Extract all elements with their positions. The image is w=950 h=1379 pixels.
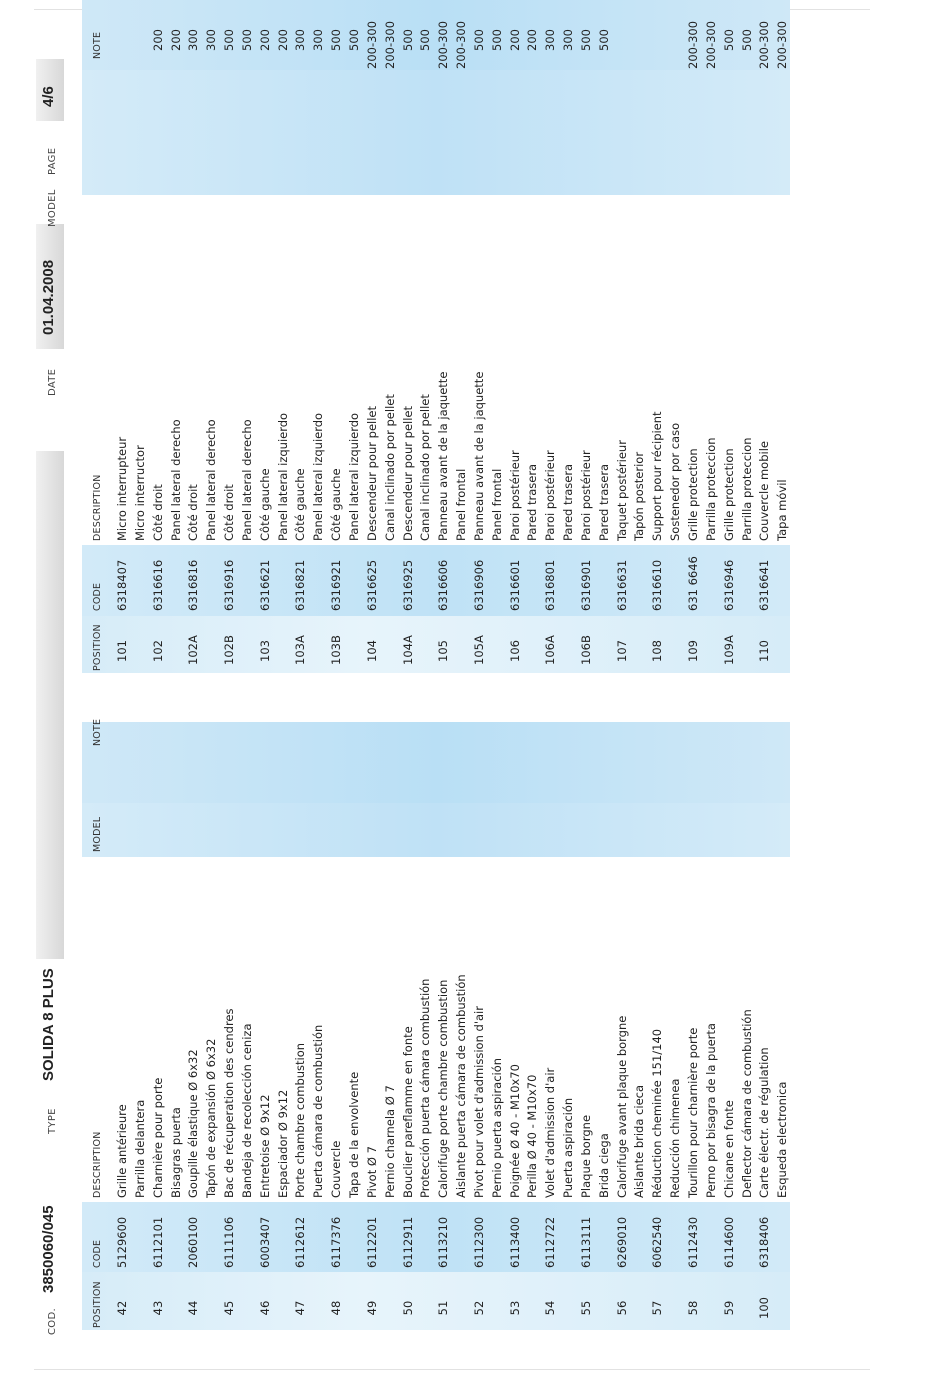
description-cell: Grille protection (686, 448, 700, 541)
note-header: NOTE (92, 31, 103, 59)
description-cell: Brida ciega (596, 1133, 611, 1198)
position-cell: 109A (721, 635, 736, 665)
note-cell: 200 (525, 29, 540, 51)
description-cell: Taquet postérieur (614, 440, 629, 541)
description-cell: Côté droit (222, 484, 237, 541)
description-cell: Micro interrupteur (115, 436, 129, 541)
description-cell: Descendeur pour pellet (400, 405, 415, 541)
position-cell: 103A (293, 635, 308, 665)
description-cell: Bisagras puerta (168, 1107, 183, 1198)
description-cell: Panel lateral izquierdo (346, 412, 361, 541)
position-cell: 102B (222, 635, 237, 665)
date-value: 01.04.2008 (40, 259, 57, 335)
table-row (631, 722, 649, 1330)
code-cell: 2060100 (186, 1216, 201, 1268)
position-cell: 57 (650, 1300, 665, 1316)
description-cell: Parrilla proteccion (739, 437, 754, 541)
description-cell: Paroi postérieur (543, 450, 558, 541)
position-cell: 101 (115, 640, 129, 662)
description-cell: Canal inclinado por pellet (418, 394, 433, 541)
table-row (542, 722, 560, 1330)
table-row (542, 29, 560, 673)
position-cell: 100 (757, 1297, 772, 1319)
code-cell: 6114600 (721, 1216, 736, 1268)
table-row (560, 29, 578, 673)
description-cell: Couvercle mobile (757, 441, 772, 541)
description-cell: Esqueda electronica (775, 1081, 790, 1198)
position-cell: 102 (150, 640, 165, 662)
table-row (310, 29, 328, 673)
note-cell: 300 (561, 29, 576, 51)
cod-label: COD. (47, 1308, 58, 1335)
description-cell: Protección puerta cámara combustión (418, 978, 433, 1198)
note-cell: 300 (311, 29, 326, 51)
table-row (774, 722, 792, 1330)
note-cell: 200-300 (382, 20, 397, 69)
position-cell: 102A (186, 635, 201, 665)
position-cell: 108 (650, 640, 665, 662)
note-cell: 500 (418, 29, 433, 51)
position-cell: 51 (436, 1300, 451, 1316)
note-cell: 500 (329, 29, 344, 51)
table-row (739, 722, 757, 1330)
description-header: DESCRIPTION (92, 474, 103, 541)
description-cell: Tapón de expansión Ø 6x32 (204, 1038, 219, 1198)
description-cell: Panel lateral derecho (204, 419, 219, 541)
position-cell: 50 (400, 1300, 415, 1316)
table-row (578, 722, 596, 1330)
position-cell: 58 (686, 1300, 700, 1316)
table-row (417, 29, 435, 673)
table-row (524, 722, 542, 1330)
description-cell: Calorifuge avant plaque borgne (614, 1015, 629, 1198)
type-label: TYPE (47, 1108, 58, 1134)
code-cell: 6318407 (115, 559, 129, 611)
header-bar (36, 451, 64, 959)
table-row (346, 722, 364, 1330)
note-cell: 200 (507, 29, 522, 51)
table-row (739, 29, 757, 673)
position-cell: 53 (507, 1300, 522, 1316)
table-row (685, 722, 703, 1330)
code-cell: 6113111 (578, 1216, 593, 1268)
table-row (132, 722, 150, 1330)
parts-table-left (82, 718, 790, 1330)
code-cell: 6112101 (150, 1216, 165, 1268)
description-cell: Panel lateral izquierdo (275, 412, 290, 541)
table-row (203, 722, 221, 1330)
description-cell: Panel lateral derecho (168, 419, 183, 541)
note-cell: 200-300 (686, 20, 700, 69)
table-row (364, 20, 382, 673)
note-cell: 500 (489, 29, 504, 51)
description-cell: Perilla Ø 40 - M10x70 (525, 1074, 540, 1198)
note-cell: 200-300 (703, 20, 718, 69)
position-cell: 47 (293, 1300, 308, 1316)
position-header: POSITION (92, 1281, 103, 1328)
description-header: DESCRIPTION (92, 1131, 103, 1198)
description-cell: Panel frontal (454, 468, 469, 541)
description-cell: Reducción chimenea (668, 1078, 683, 1198)
description-cell: Poignée Ø 40 - M10x70 (507, 1064, 522, 1198)
table-row (114, 722, 132, 1330)
description-cell: Puerta aspiración (561, 1097, 576, 1198)
table-row (649, 722, 667, 1330)
position-cell: 48 (329, 1300, 344, 1316)
table-row (221, 722, 239, 1330)
table-row (168, 722, 186, 1330)
note-cell: 200-300 (454, 20, 469, 69)
code-cell: 5129600 (115, 1216, 129, 1268)
position-cell: 106B (578, 635, 593, 665)
table-row (667, 722, 685, 1330)
table-row (185, 29, 203, 673)
note-cell: 300 (204, 29, 219, 51)
table-row (185, 722, 203, 1330)
description-cell: Micro interructor (132, 445, 147, 541)
table-row (346, 29, 364, 673)
code-cell: 6316621 (257, 559, 272, 611)
description-cell: Parrilla proteccion (703, 437, 718, 541)
page-label: PAGE (47, 147, 58, 175)
table-row (257, 722, 275, 1330)
document-header (36, 0, 66, 1379)
page-value: 4/6 (40, 86, 57, 107)
description-cell: Sostenedor por caso (668, 422, 683, 541)
code-cell: 6316606 (436, 559, 451, 611)
note-cell: 200-300 (775, 20, 790, 69)
table-row (471, 29, 489, 673)
position-cell: 107 (614, 640, 629, 662)
code-cell: 6062540 (650, 1216, 665, 1268)
position-cell: 103B (329, 635, 344, 665)
table-row (239, 722, 257, 1330)
code-cell: 6316641 (757, 559, 772, 611)
table-row (292, 29, 310, 673)
table-row (507, 29, 525, 673)
code-cell: 6318406 (757, 1216, 772, 1268)
table-row (649, 65, 667, 673)
table-row (774, 20, 792, 673)
description-cell: Perno por bisagra de la puerta (703, 1023, 718, 1198)
table-row (453, 722, 471, 1330)
model-header: MODEL (92, 816, 103, 852)
note-cell: 300 (293, 29, 308, 51)
parts-table-right (82, 20, 790, 673)
type-value: SOLIDA 8 PLUS (40, 968, 57, 1081)
table-row (596, 29, 614, 673)
note-cell: 200 (257, 29, 272, 51)
description-cell: Support pour récipient (650, 411, 665, 541)
description-cell: Bandeja de recolección ceniza (239, 1023, 254, 1198)
table-row (471, 722, 489, 1330)
table-row (400, 722, 418, 1330)
note-cell: 200-300 (436, 20, 451, 69)
note-cell: 500 (222, 29, 237, 51)
note-cell: 200 (150, 29, 165, 51)
code-cell: 6112430 (686, 1216, 700, 1268)
description-cell: Pared trasera (561, 463, 576, 541)
code-cell: 6316921 (329, 559, 344, 611)
table-row (239, 29, 257, 673)
description-cell: Panneau avant de la jaquette (436, 371, 451, 541)
rows-right (114, 20, 792, 673)
table-row (400, 29, 418, 673)
note-cell: 500 (578, 29, 593, 51)
position-cell: 105 (436, 640, 451, 662)
code-cell: 6113400 (507, 1216, 522, 1268)
position-cell: 52 (471, 1300, 486, 1316)
note-cell: 500 (471, 29, 486, 51)
table-row (328, 29, 346, 673)
description-cell: Grille antérieure (115, 1104, 129, 1198)
note-cell: 300 (543, 29, 558, 51)
description-cell: Bac de récuperation des cendres (222, 1008, 237, 1198)
position-cell: 42 (115, 1300, 129, 1316)
note-cell: 200-300 (364, 20, 379, 69)
table-row (203, 29, 221, 673)
table-row (578, 29, 596, 673)
position-cell: 104A (400, 635, 415, 665)
code-cell: 631 6646 (686, 556, 700, 611)
note-cell: 500 (346, 29, 361, 51)
description-cell: Aislante puerta cámara de combustión (454, 974, 469, 1198)
rows-left (114, 722, 792, 1330)
code-cell: 6316821 (293, 559, 308, 611)
table-row (631, 65, 649, 673)
position-header: POSITION (92, 624, 103, 671)
position-cell: 43 (150, 1300, 165, 1316)
code-cell: 6316946 (721, 559, 736, 611)
table-row (435, 20, 453, 673)
table-row (221, 29, 239, 673)
table-row (721, 29, 739, 673)
table-row (132, 65, 150, 673)
code-cell: 6316601 (507, 559, 522, 611)
description-cell: Côté gauche (257, 468, 272, 541)
position-cell: 103 (257, 640, 272, 662)
cod-value: 3850060/045 (40, 1205, 57, 1293)
position-cell: 104 (364, 640, 379, 662)
description-cell: Puerta cámara de combustión (311, 1024, 326, 1198)
description-cell: Côté gauche (293, 468, 308, 541)
note-header: NOTE (92, 718, 103, 746)
table-row (275, 722, 293, 1330)
description-cell: Paroi postérieur (578, 450, 593, 541)
description-cell: Côté droit (186, 484, 201, 541)
table-row (614, 722, 632, 1330)
table-row (703, 20, 721, 673)
table-row (257, 29, 275, 673)
description-cell: Tapa de la envolvente (346, 1071, 361, 1198)
code-cell: 6316906 (471, 559, 486, 611)
position-cell: 54 (543, 1300, 558, 1316)
table-row (150, 29, 168, 673)
note-cell: 500 (596, 29, 611, 51)
code-cell: 6117376 (329, 1216, 344, 1268)
note-cell: 500 (721, 29, 736, 51)
description-cell: Côté droit (150, 484, 165, 541)
position-cell: 55 (578, 1300, 593, 1316)
table-row (114, 65, 132, 673)
table-row (703, 722, 721, 1330)
position-cell: 109 (686, 640, 700, 662)
description-cell: Carte électr. de régulation (757, 1047, 772, 1198)
description-cell: Panel lateral derecho (239, 419, 254, 541)
position-cell: 56 (614, 1300, 629, 1316)
description-cell: Pernio charnela Ø 7 (382, 1085, 397, 1198)
description-cell: Grille protection (721, 448, 736, 541)
description-cell: Charnière pour porte (150, 1077, 165, 1198)
table-row (667, 65, 685, 673)
description-cell: Paroi postérieur (507, 450, 522, 541)
position-cell: 59 (721, 1300, 736, 1316)
code-cell: 6112911 (400, 1216, 415, 1268)
position-cell: 46 (257, 1300, 272, 1316)
description-cell: Pernio puerta aspiración (489, 1057, 504, 1198)
note-cell: 500 (739, 29, 754, 51)
table-row (435, 722, 453, 1330)
description-cell: Canal inclinado por pellet (382, 394, 397, 541)
table-row (150, 722, 168, 1330)
description-cell: Calorifuge porte chambre combustion (436, 979, 451, 1198)
code-cell: 6112722 (543, 1216, 558, 1268)
code-cell: 6316625 (364, 559, 379, 611)
table-row (560, 722, 578, 1330)
table-row (489, 29, 507, 673)
description-cell: Côté gauche (329, 468, 344, 541)
table-row (756, 20, 774, 673)
description-cell: Pared trasera (525, 463, 540, 541)
table-row (328, 722, 346, 1330)
code-cell: 6316610 (650, 559, 665, 611)
description-cell: Deflector cámara de combustión (739, 1009, 754, 1198)
code-cell: 6316801 (543, 559, 558, 611)
description-cell: Pivot Ø 7 (364, 1146, 379, 1198)
table-row (310, 722, 328, 1330)
code-cell: 6316925 (400, 559, 415, 611)
note-cell: 500 (239, 29, 254, 51)
table-row (417, 722, 435, 1330)
position-cell: 106 (507, 640, 522, 662)
description-cell: Plaque borgne (578, 1114, 593, 1198)
description-cell: Descendeur pour pellet (364, 405, 379, 541)
table-row (524, 29, 542, 673)
table-row (382, 20, 400, 673)
note-cell: 300 (186, 29, 201, 51)
note-cell: 500 (400, 29, 415, 51)
table-row (489, 722, 507, 1330)
description-cell: Panel lateral izquierdo (311, 412, 326, 541)
description-cell: Espaciador Ø 9x12 (275, 1089, 290, 1198)
table-row (168, 29, 186, 673)
position-cell: 110 (757, 640, 772, 662)
description-cell: Couvercle (329, 1140, 344, 1198)
description-cell: Pared trasera (596, 463, 611, 541)
code-cell: 6316901 (578, 559, 593, 611)
description-cell: Bouclier pareflamme en fonte (400, 1026, 415, 1198)
code-cell: 6316616 (150, 559, 165, 611)
code-cell: 6112612 (293, 1216, 308, 1268)
description-cell: Parrilla delantera (132, 1099, 147, 1198)
description-cell: Réduction cheminée 151/140 (650, 1028, 665, 1198)
code-cell: 6269010 (614, 1216, 629, 1268)
position-cell: 106A (543, 635, 558, 665)
table-row (685, 20, 703, 673)
table-row (596, 722, 614, 1330)
table-row (453, 20, 471, 673)
position-cell: 49 (364, 1300, 379, 1316)
table-row (721, 722, 739, 1330)
code-cell: 6112201 (364, 1216, 379, 1268)
code-header: CODE (92, 582, 103, 611)
table-row (382, 722, 400, 1330)
code-header: CODE (92, 1239, 103, 1268)
description-cell: Chicane en fonte (721, 1100, 736, 1198)
table-row (292, 722, 310, 1330)
description-cell: Aislante brida cieca (632, 1084, 647, 1198)
note-cell: 200-300 (757, 20, 772, 69)
code-cell: 6316816 (186, 559, 201, 611)
position-cell: 45 (222, 1300, 237, 1316)
description-cell: Panel frontal (489, 468, 504, 541)
code-cell: 6113210 (436, 1216, 451, 1268)
description-cell: Panneau avant de la jaquette (471, 371, 486, 541)
description-cell: Tapón posterior (632, 451, 647, 541)
code-cell: 6112300 (471, 1216, 486, 1268)
description-cell: Tapa móvil (775, 479, 790, 541)
table-row (507, 722, 525, 1330)
note-cell: 200 (275, 29, 290, 51)
position-cell: 105A (471, 635, 486, 665)
table-row (756, 722, 774, 1330)
description-cell: Entretoise Ø 9x12 (257, 1094, 272, 1198)
code-cell: 6316916 (222, 559, 237, 611)
position-cell: 44 (186, 1300, 201, 1316)
description-cell: Pivot pour volet d'admission d'air (471, 1006, 486, 1198)
description-cell: Volet d'admission d'air (543, 1067, 558, 1198)
description-cell: Tourillon pour charnière porte (686, 1027, 700, 1198)
code-cell: 6111106 (222, 1216, 237, 1268)
description-cell: Goupille élastique Ø 6x32 (186, 1049, 201, 1198)
model-label: MODEL (47, 189, 58, 227)
table-row (364, 722, 382, 1330)
date-label: DATE (47, 368, 58, 396)
code-cell: 6316631 (614, 559, 629, 611)
code-cell: 6003407 (257, 1216, 272, 1268)
description-cell: Porte chambre combustion (293, 1042, 308, 1198)
note-cell: 200 (168, 29, 183, 51)
table-row (614, 65, 632, 673)
table-row (275, 29, 293, 673)
